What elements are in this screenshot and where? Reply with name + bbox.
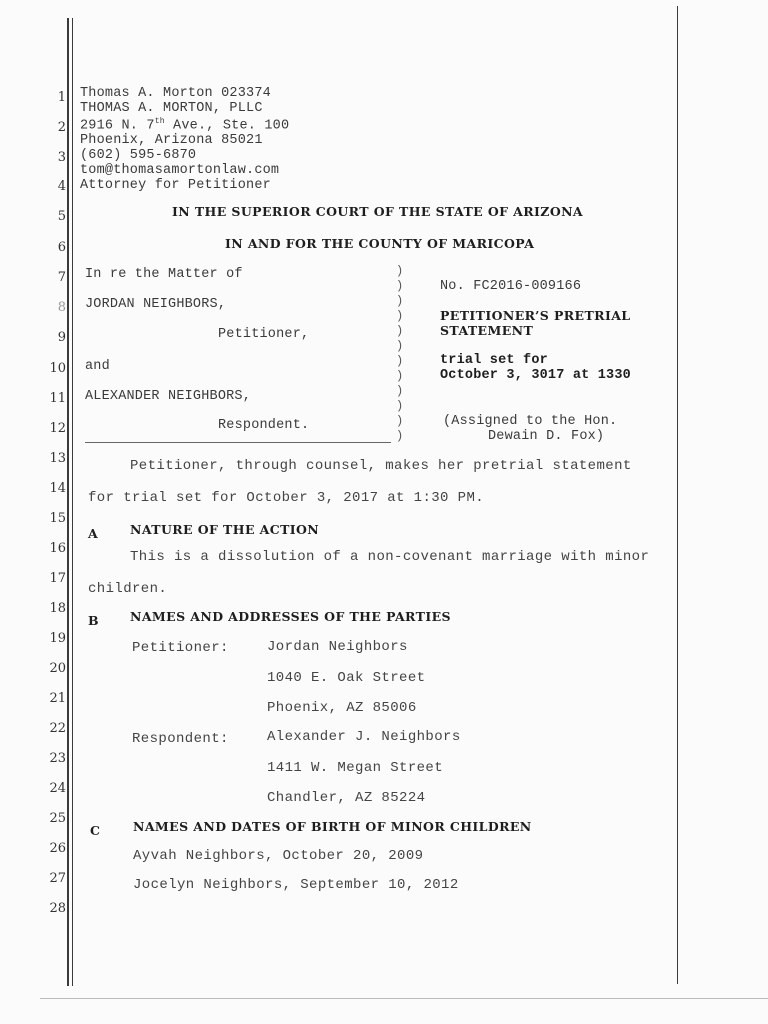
caption-paren: )	[396, 264, 404, 278]
case-number: No. FC2016-009166	[440, 279, 582, 294]
attorney-name-bar-number: Thomas A. Morton 023374	[80, 86, 271, 101]
court-heading-line2: IN AND FOR THE COUNTY OF MARICOPA	[225, 236, 535, 251]
document-title-line2: STATEMENT	[440, 323, 534, 338]
assigned-judge-line1: (Assigned to the Hon.	[443, 414, 618, 429]
caption-petitioner-name: JORDAN NEIGHBORS,	[85, 297, 227, 312]
section-a-text-line1: This is a dissolution of a non-covenant marriage with minor	[130, 549, 650, 565]
respondent-label: Respondent:	[132, 731, 229, 747]
caption-and: and	[85, 359, 110, 374]
line-number: 18	[49, 601, 66, 616]
section-a-heading: NATURE OF THE ACTION	[130, 522, 320, 537]
caption-paren: )	[396, 324, 404, 338]
intro-line1: Petitioner, through counsel, makes her pretrial statement	[130, 458, 632, 474]
attorney-email: tom@thomasamortonlaw.com	[80, 163, 280, 178]
caption-petitioner-role: Petitioner,	[218, 327, 310, 342]
line-number: 2	[57, 120, 66, 135]
court-heading-line1: IN THE SUPERIOR COURT OF THE STATE OF ARIZONA	[172, 204, 584, 219]
caption-paren: )	[396, 369, 404, 383]
section-b-letter: B	[88, 613, 99, 628]
assigned-judge-line2: Dewain D. Fox)	[488, 429, 605, 444]
section-b-heading: NAMES AND ADDRESSES OF THE PARTIES	[130, 609, 451, 624]
child-2: Jocelyn Neighbors, September 10, 2012	[133, 877, 459, 893]
caption-paren: )	[396, 399, 404, 413]
attorney-role: Attorney for Petitioner	[80, 178, 271, 193]
line-number: 16	[49, 541, 66, 556]
page-bottom-edge	[40, 998, 768, 999]
line-number: 23	[49, 751, 66, 766]
line-number: 19	[49, 631, 66, 646]
caption-paren: )	[396, 339, 404, 353]
caption-paren: )	[396, 279, 404, 293]
respondent-name: Alexander J. Neighbors	[267, 729, 461, 745]
petitioner-label: Petitioner:	[132, 640, 229, 656]
section-c-letter: C	[90, 823, 101, 838]
respondent-address-line1: 1411 W. Megan Street	[267, 760, 444, 776]
petitioner-name: Jordan Neighbors	[267, 639, 408, 655]
child-1: Ayvah Neighbors, October 20, 2009	[133, 848, 424, 864]
caption-paren: )	[396, 294, 404, 308]
caption-paren: )	[396, 429, 404, 443]
line-number: 21	[49, 691, 66, 706]
line-number: 22	[49, 721, 66, 736]
line-number: 3	[57, 150, 66, 165]
attorney-phone: (602) 595-6870	[80, 148, 197, 163]
intro-line2: for trial set for October 3, 2017 at 1:30 PM.	[88, 490, 485, 506]
caption-respondent-role: Respondent.	[218, 418, 310, 433]
caption-paren: )	[396, 384, 404, 398]
line-number: 6	[57, 240, 66, 255]
line-number: 24	[49, 781, 66, 796]
line-number: 4	[57, 179, 66, 194]
attorney-city: Phoenix, Arizona 85021	[80, 133, 263, 148]
line-number: 5	[57, 209, 66, 224]
line-number: 12	[49, 421, 66, 436]
petitioner-address-line2: Phoenix, AZ 85006	[267, 700, 417, 716]
line-number: 26	[49, 841, 66, 856]
line-number: 9	[57, 330, 66, 345]
line-number: 10	[49, 361, 66, 376]
line-number: 17	[49, 571, 66, 586]
petitioner-address-line1: 1040 E. Oak Street	[267, 670, 426, 686]
line-number: 28	[49, 901, 66, 916]
line-number: 14	[49, 481, 66, 496]
line-number: 13	[49, 451, 66, 466]
caption-in-re: In re the Matter of	[85, 267, 243, 282]
line-number: 1	[57, 90, 66, 105]
trial-setting-line2: October 3, 3017 at 1330	[440, 368, 631, 383]
respondent-address-line2: Chandler, AZ 85224	[267, 790, 426, 806]
caption-paren: )	[396, 354, 404, 368]
caption-respondent-name: ALEXANDER NEIGHBORS,	[85, 389, 252, 404]
section-c-heading: NAMES AND DATES OF BIRTH OF MINOR CHILDREN	[133, 819, 532, 834]
section-a-letter: A	[88, 526, 99, 541]
line-number: 11	[49, 391, 66, 406]
caption-paren: )	[396, 309, 404, 323]
left-margin-rule-outer	[67, 18, 69, 986]
attorney-street: 2916 N. 7th Ave., Ste. 100	[80, 117, 290, 134]
left-margin-rule-inner	[72, 18, 73, 986]
section-a-text-line2: children.	[88, 581, 168, 597]
trial-setting-line1: trial set for	[440, 353, 548, 368]
line-number: 20	[49, 661, 66, 676]
line-number: 7	[57, 270, 66, 285]
attorney-firm: THOMAS A. MORTON, PLLC	[80, 101, 263, 116]
line-number: 27	[49, 871, 66, 886]
right-margin-rule	[677, 6, 678, 984]
line-number: 8	[57, 300, 66, 315]
line-number: 25	[49, 811, 66, 826]
caption-underline	[85, 442, 391, 443]
caption-paren: )	[396, 414, 404, 428]
line-number: 15	[49, 511, 66, 526]
document-title-line1: PETITIONER’S PRETRIAL	[440, 308, 631, 323]
